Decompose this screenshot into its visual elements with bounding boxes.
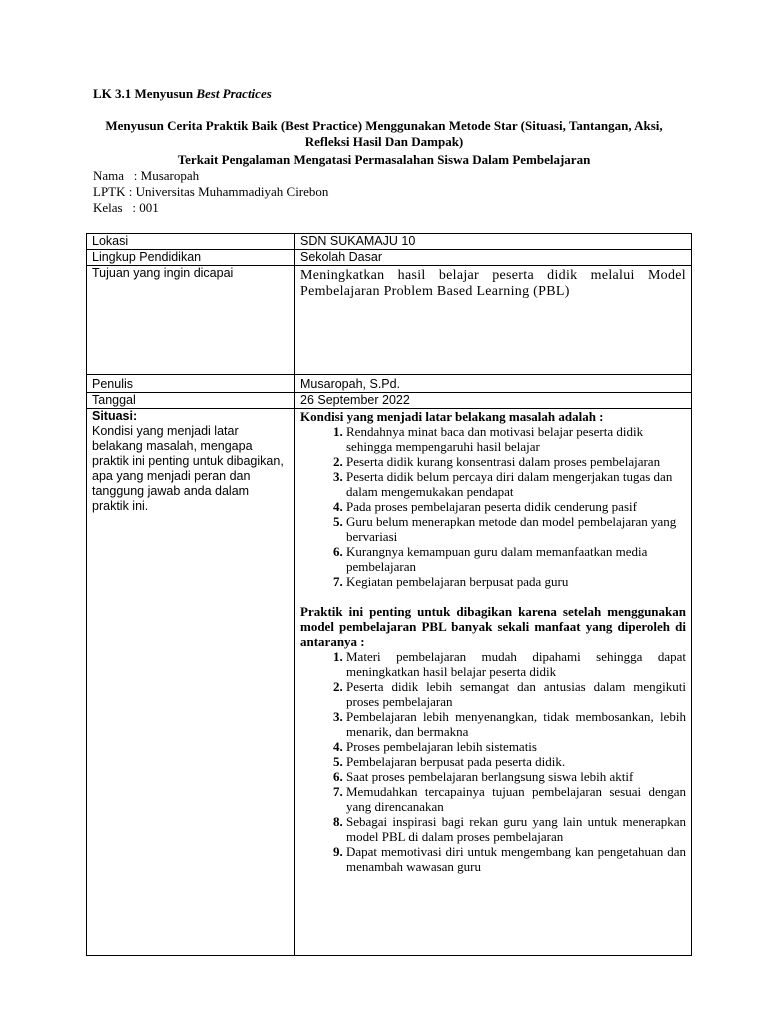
list-item: 2. Peserta didik kurang konsentrasi dalam proses pembelajaran — [346, 454, 686, 469]
lokasi-label: Lokasi — [87, 234, 295, 250]
list-item: 5. Guru belum menerapkan metode dan model pembelajaran yang bervariasi — [346, 514, 686, 544]
list-item: 3. Pembelajaran lebih menyenangkan, tidak membosankan, lebih menarik, dan bermakna — [346, 709, 686, 739]
situasi-content — [295, 409, 692, 956]
penulis-label: Penulis — [87, 375, 295, 393]
row-lingkup — [87, 250, 692, 266]
spacer — [300, 589, 686, 604]
list-item: 6. Kurangnya kemampuan guru dalam memanfaatkan media pembelajaran — [346, 544, 686, 574]
tujuan-value: Meningkatkan hasil belajar peserta didik melalui Model Pembelajaran Problem Based Learning (PBL) — [295, 266, 692, 375]
lokasi-value: SDN SUKAMAJU 10 — [295, 234, 692, 250]
tanggal-value: 26 September 2022 — [295, 393, 692, 409]
meta-kelas: Kelas : 001 — [93, 200, 159, 215]
best-practice-table — [86, 233, 692, 956]
list-item: 7. Kegiatan pembelajaran berpusat pada guru — [346, 574, 686, 589]
heading-line-1: Menyusun Cerita Praktik Baik (Best Practice) Menggunakan Metode Star (Situasi, Tantangan, Aksi, Refleksi Hasil Dan Dampak) — [105, 118, 663, 149]
title-prefix: LK 3.1 Menyusun — [93, 86, 197, 101]
situasi-description: Kondisi yang menjadi latar belakang masalah, mengapa praktik ini penting untuk dibagikan, apa yang menjadi peran dan tanggung jawab anda dalam praktik ini. — [92, 424, 284, 513]
list-item: 7. Memudahkan tercapainya tujuan pembelajaran sesuai dengan yang direncanakan — [346, 784, 686, 814]
list-item: 8. Sebagai inspirasi bagi rekan guru yang lain untuk menerapkan model PBL di dalam proses pembelajaran — [346, 814, 686, 844]
row-tujuan — [87, 266, 692, 375]
situasi-cell — [87, 409, 295, 956]
kondisi-list — [300, 424, 686, 589]
list-item: 6. Saat proses pembelajaran berlangsung siswa lebih aktif — [346, 769, 686, 784]
kondisi-heading: Kondisi yang menjadi latar belakang masalah adalah : — [300, 409, 604, 424]
list-item: 4. Pada proses pembelajaran peserta didik cenderung pasif — [346, 499, 686, 514]
row-lokasi — [87, 234, 692, 250]
document-title — [93, 86, 272, 102]
meta-nama: Nama : Musaropah — [93, 168, 200, 183]
meta-lptk: LPTK : Universitas Muhammadiyah Cirebon — [93, 184, 329, 199]
row-situasi — [87, 409, 692, 956]
list-item: 4. Proses pembelajaran lebih sistematis — [346, 739, 686, 754]
list-item: 2. Peserta didik lebih semangat dan antusias dalam mengikuti proses pembelajaran — [346, 679, 686, 709]
list-item: 9. Dapat memotivasi diri untuk mengembang kan pengetahuan dan menambah wawasan guru — [346, 844, 686, 874]
tujuan-label: Tujuan yang ingin dicapai — [87, 266, 295, 375]
row-tanggal — [87, 393, 692, 409]
list-item: 1. Materi pembelajaran mudah dipahami sehingga dapat meningkatkan hasil belajar peserta didik — [346, 649, 686, 679]
list-item: 3. Peserta didik belum percaya diri dalam mengerjakan tugas dan dalam mengemukakan pendapat — [346, 469, 686, 499]
lingkup-value: Sekolah Dasar — [295, 250, 692, 266]
praktik-list — [300, 649, 686, 874]
situasi-label: Situasi: — [92, 409, 138, 423]
row-penulis — [87, 375, 692, 393]
author-meta — [93, 168, 328, 216]
lingkup-label: Lingkup Pendidikan — [87, 250, 295, 266]
list-item: 5. Pembelajaran berpusat pada peserta didik. — [346, 754, 686, 769]
penulis-value: Musaropah, S.Pd. — [295, 375, 692, 393]
title-italic: Best Practices — [196, 86, 272, 101]
list-item: 1. Rendahnya minat baca dan motivasi belajar peserta didik sehingga mempengaruhi hasil belajar — [346, 424, 686, 454]
praktik-heading: Praktik ini penting untuk dibagikan karena setelah menggunakan model pembelajaran PBL banyak sekali manfaat yang diperoleh di antaranya : — [300, 604, 686, 649]
tanggal-label: Tanggal — [87, 393, 295, 409]
heading-line-2: Terkait Pengalaman Mengatasi Permasalahan Siswa Dalam Pembelajaran — [177, 152, 591, 167]
